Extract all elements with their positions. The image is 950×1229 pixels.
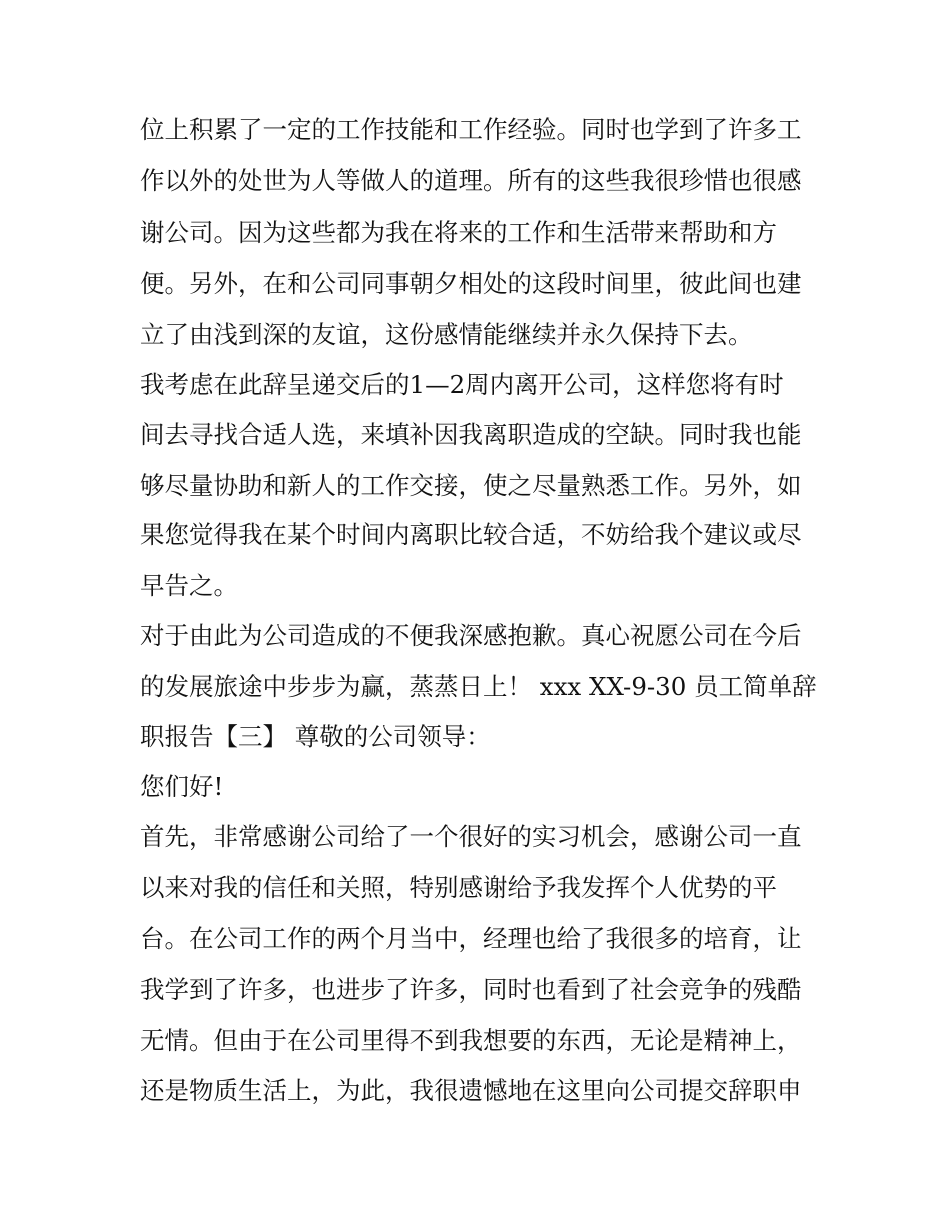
text-line: 职报告【三】 尊敬的公司领导： (140, 722, 491, 751)
text-line: 果您觉得我在某个时间内离职比较合适，不妨给我个建议或尽 (140, 520, 802, 549)
text-line: 作以外的处世为人等做人的道理。所有的这些我很珍惜也很感 (140, 166, 802, 195)
text-line: 无情。但由于在公司里得不到我想要的东西，无论是精神上， (140, 1026, 802, 1055)
text-line: 谢公司。因为这些都为我在将来的工作和生活带来帮助和方 (140, 218, 777, 247)
text-line: 您们好! (140, 772, 224, 801)
text-line: 首先，非常感谢公司给了一个很好的实习机会，感谢公司一直 (140, 822, 802, 851)
text-line: 对于由此为公司造成的不便我深感抱歉。真心祝愿公司在今后 (140, 621, 802, 650)
text-line: 还是物质生活上，为此，我很遗憾地在这里向公司提交辞职申 (140, 1076, 802, 1105)
text-line: 台。在公司工作的两个月当中，经理也给了我很多的培育，让 (140, 924, 802, 953)
text-line: 以来对我的信任和关照，特别感谢给予我发挥个人优势的平 (140, 873, 777, 902)
text-line: 便。另外，在和公司同事朝夕相处的这段时间里，彼此间也建 (140, 269, 802, 298)
text-line: 位上积累了一定的工作技能和工作经验。同时也学到了许多工 (140, 115, 802, 144)
text-line: 早告之。 (140, 571, 238, 600)
text-line: 立了由浅到深的友谊，这份感情能继续并永久保持下去。 (140, 320, 753, 349)
text-line: 我学到了许多，也进步了许多，同时也看到了社会竞争的残酷 (140, 975, 802, 1004)
text-line: 够尽量协助和新人的工作交接，使之尽量熟悉工作。另外，如 (140, 471, 802, 500)
text-line: 间去寻找合适人选，来填补因我离职造成的空缺。同时我也能 (140, 420, 802, 449)
text-line: 我考虑在此辞呈递交后的1—2周内离开公司，这样您将有时 (140, 370, 784, 399)
text-line: 的发展旅途中步步为赢，蒸蒸日上！ xxx XX-9-30 员工简单辞 (140, 672, 817, 701)
